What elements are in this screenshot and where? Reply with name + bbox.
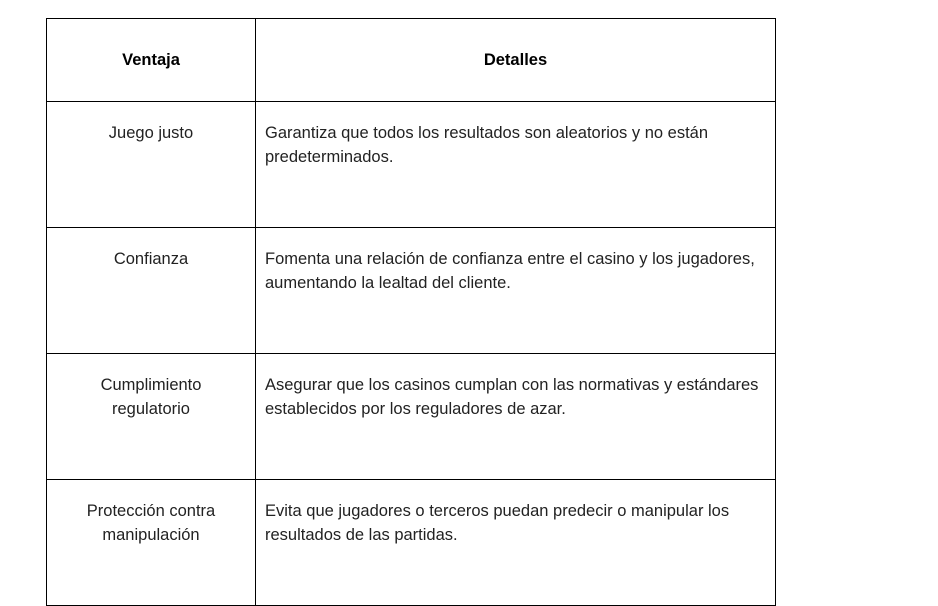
table-row (47, 354, 776, 480)
advantage-cell: Confianza (47, 228, 256, 354)
table-row (47, 228, 776, 354)
table-body (47, 102, 776, 606)
table-row (47, 102, 776, 228)
advantage-cell: Protección contra manipulación (47, 480, 256, 606)
column-header-details: Detalles (256, 19, 776, 102)
table-header (47, 19, 776, 102)
advantages-table (46, 18, 776, 606)
details-cell: Asegurar que los casinos cumplan con las normativas y estándares establecidos por los reguladores de azar. (256, 354, 776, 480)
column-header-advantage: Ventaja (47, 19, 256, 102)
details-cell: Evita que jugadores o terceros puedan predecir o manipular los resultados de las partidas. (256, 480, 776, 606)
details-cell: Fomenta una relación de confianza entre el casino y los jugadores, aumentando la lealtad del cliente. (256, 228, 776, 354)
header-row (47, 19, 776, 102)
advantage-cell: Juego justo (47, 102, 256, 228)
details-cell: Garantiza que todos los resultados son aleatorios y no están predeterminados. (256, 102, 776, 228)
advantage-cell: Cumplimiento regulatorio (47, 354, 256, 480)
table-row (47, 480, 776, 606)
